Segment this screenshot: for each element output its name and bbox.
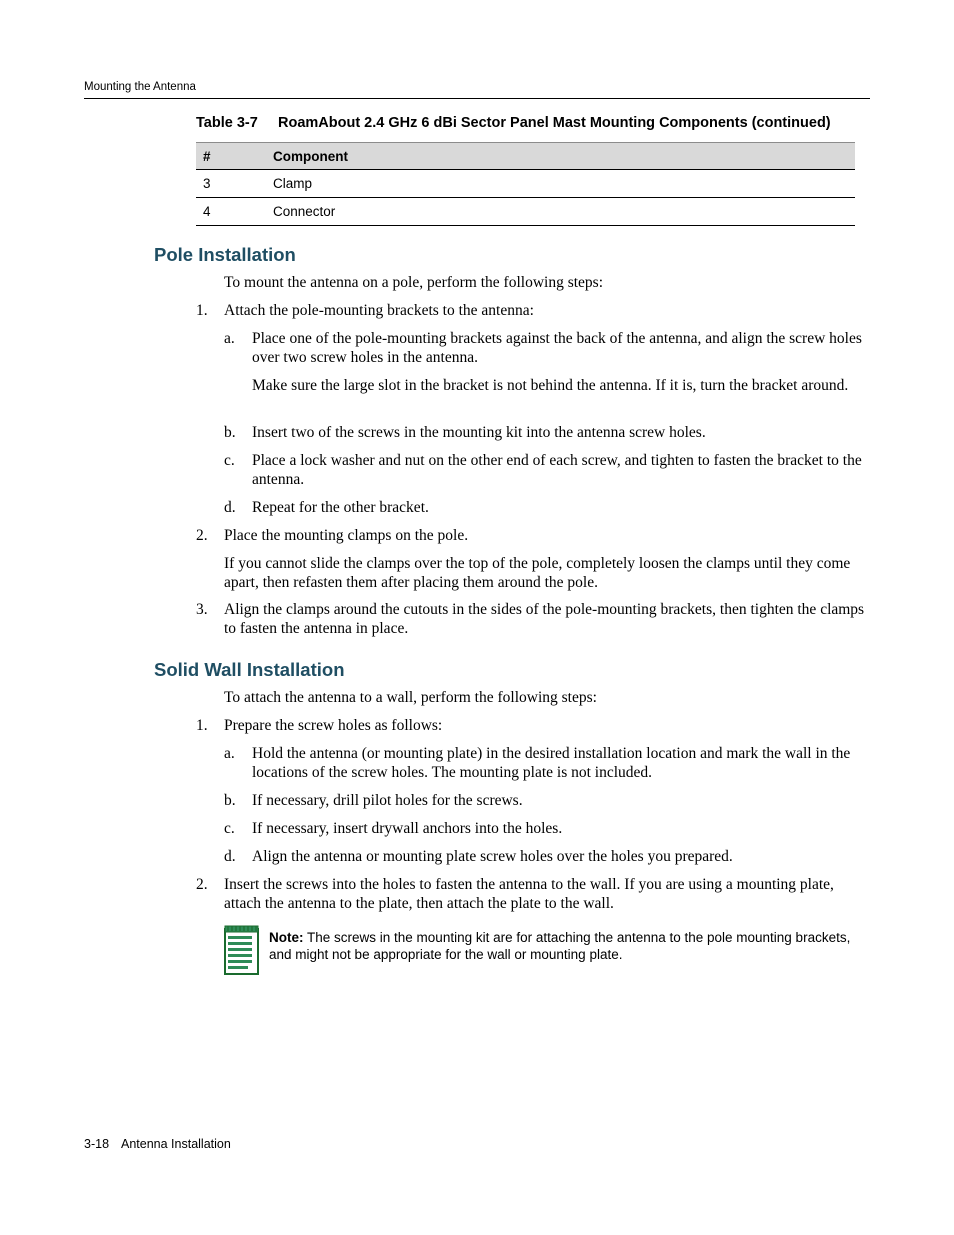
pole-step-1a-letter: a. [224, 330, 235, 347]
pole-step-3-number: 3. [196, 601, 208, 618]
wall-step-1d-text: Align the antenna or mounting plate screw holes over the holes you prepared. [252, 848, 733, 865]
pole-installation-heading: Pole Installation [154, 244, 296, 265]
note-body: The screws in the mounting kit are for attaching the antenna to the pole mounting brackets, and might not be appropriate for the wall or mounting plate. [269, 930, 851, 962]
wall-step-1b-letter: b. [224, 792, 236, 809]
wall-step-1-number: 1. [196, 717, 208, 734]
pole-step-1d-letter: d. [224, 499, 236, 516]
page-number: 3-18 [84, 1137, 110, 1151]
header-rule [84, 98, 870, 99]
wall-step-1b-text: If necessary, drill pilot holes for the screws. [252, 792, 523, 809]
pole-step-3-text: Align the clamps around the cutouts in the sides of the pole-mounting brackets, then tighten the clamps to fasten the antenna in place. [224, 601, 865, 637]
wall-step-1c-letter: c. [224, 820, 235, 837]
pole-intro: To mount the antenna on a pole, perform the following steps: [224, 274, 604, 291]
pole-step-1c-text: Place a lock washer and nut on the other end of each screw, and tighten to fasten the bracket to the antenna. [252, 452, 862, 488]
wall-step-1a-text: Hold the antenna (or mounting plate) in the desired installation location and mark the wall in the locations of the screw holes. The mounting plate is not included. [252, 745, 851, 781]
note-label: Note: [269, 930, 304, 945]
pole-step-1-number: 1. [196, 302, 208, 319]
column-header-component: Component [273, 143, 855, 170]
table-row [196, 170, 855, 198]
pole-step-1a-note: Make sure the large slot in the bracket is not behind the antenna. If it is, turn the bracket around. [252, 377, 849, 394]
table-cell-number: 4 [196, 198, 273, 226]
pole-step-2-number: 2. [196, 527, 208, 544]
table-header-row [196, 143, 855, 170]
table-cell-component: Clamp [273, 170, 855, 198]
pole-step-1c-letter: c. [224, 452, 235, 469]
pole-step-2-text: Place the mounting clamps on the pole. [224, 527, 469, 544]
wall-installation-heading: Solid Wall Installation [154, 659, 345, 680]
wall-step-1d-letter: d. [224, 848, 236, 865]
pole-step-1a-text: Place one of the pole-mounting brackets against the back of the antenna, and align the screw holes over two screw holes in the antenna. [252, 330, 862, 366]
pole-step-1d-text: Repeat for the other bracket. [252, 499, 429, 516]
running-header: Mounting the Antenna [84, 81, 196, 93]
notepad-icon [224, 925, 259, 975]
wall-step-1c-text: If necessary, insert drywall anchors into the holes. [252, 820, 563, 837]
wall-step-1a-letter: a. [224, 745, 235, 762]
page-footer [84, 1137, 231, 1151]
table-caption [196, 115, 831, 131]
chapter-title: Antenna Installation [121, 1137, 231, 1151]
table-cell-component: Connector [273, 198, 855, 226]
wall-step-2-text: Insert the screws into the holes to fasten the antenna to the wall. If you are using a mounting plate, attach the antenna to the plate, then attach the plate to the wall. [224, 876, 834, 912]
pole-step-1b-text: Insert two of the screws in the mounting kit into the antenna screw holes. [252, 424, 706, 441]
wall-step-1-text: Prepare the screw holes as follows: [224, 717, 443, 734]
column-header-number: # [196, 143, 273, 170]
pole-step-2-note: If you cannot slide the clamps over the top of the pole, completely loosen the clamps until they come apart, then refasten them after placing them around the pole. [224, 555, 851, 591]
table-row [196, 198, 855, 226]
pole-step-1b-letter: b. [224, 424, 236, 441]
note-text [269, 929, 869, 963]
wall-intro: To attach the antenna to a wall, perform the following steps: [224, 689, 597, 706]
table-cell-number: 3 [196, 170, 273, 198]
table-number: Table 3-7 [196, 115, 258, 131]
table-title: RoamAbout 2.4 GHz 6 dBi Sector Panel Mast Mounting Components (continued) [278, 115, 831, 131]
components-table [196, 142, 855, 226]
wall-step-2-number: 2. [196, 876, 208, 893]
pole-step-1-text: Attach the pole-mounting brackets to the antenna: [224, 302, 534, 319]
